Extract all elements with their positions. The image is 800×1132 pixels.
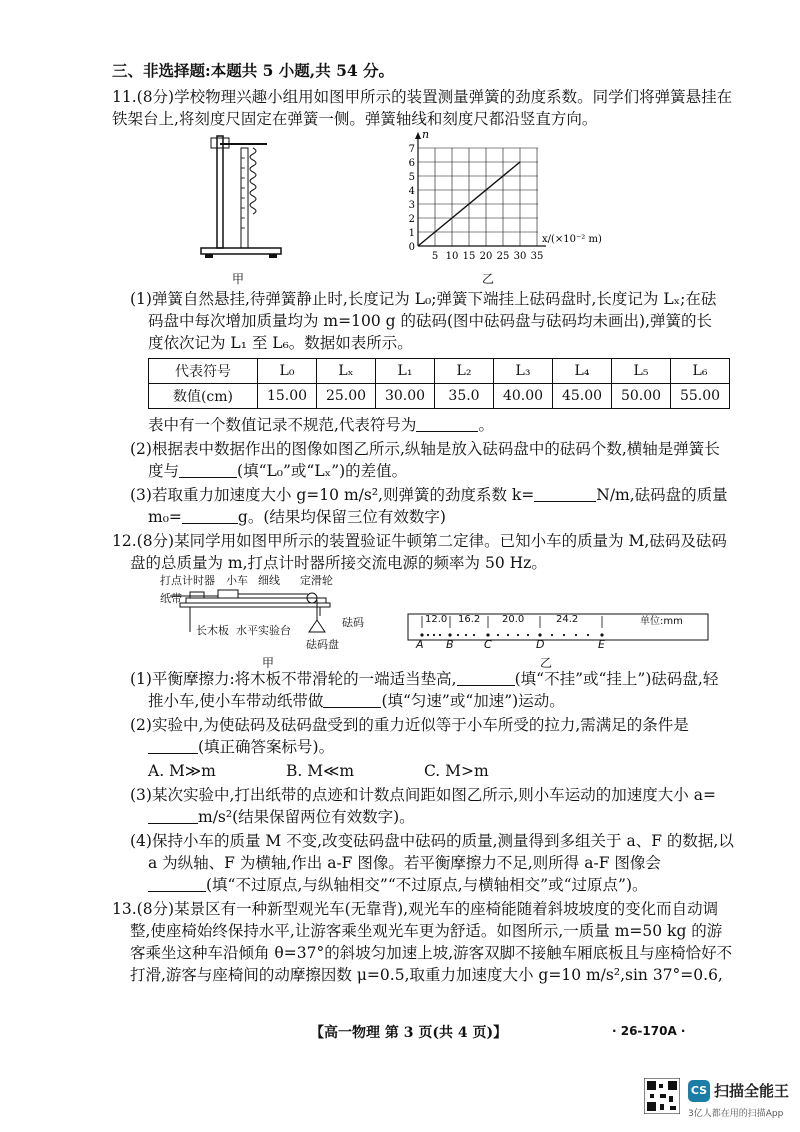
table-cell: 25.00 [317,384,376,409]
q13-line3: 客乘坐这种车沿倾角 θ=37°的斜坡匀加速上坡,游客双脚不接触车厢底板且与座椅恰好不 [130,944,733,962]
x-tick: 20 [479,251,493,262]
text: m/s²(结果保留两位有效数字)。 [198,808,415,826]
q11-p2-line1: (2)根据表中数据作出的图像如图乙所示,纵轴是放入砝码盘中的砝码个数,横轴是弹簧长 [130,440,720,458]
text: 。 [478,416,494,434]
label-table: 水平实验台 [236,624,291,637]
table-cell: 40.00 [494,384,553,409]
tape-point-d: D [536,638,545,651]
answer-blank[interactable] [182,509,238,524]
table-cell: L₅ [612,359,671,384]
table-cell: 45.00 [553,384,612,409]
paper-code: · 26-170A · [612,1024,686,1038]
label-cart: 小车 [226,574,248,587]
answer-blank[interactable] [179,463,237,478]
table-cell: 35.0 [435,384,494,409]
text: (填“L₀”或“Lₓ”)的差值。 [237,462,408,480]
page-footer: 【高一物理 第 3 页(共 4 页)】 [310,1025,508,1041]
q12-p4-line2: a 为纵轴、F 为横轴,作出 a-F 图像。若平衡摩擦力不足,则所得 a-F 图像会 [148,854,661,872]
q11-p1-line1: (1)弹簧自然悬挂,待弹簧静止时,长度记为 L₀;弹簧下端挂上砝码盘时,长度记为 Lₓ;在砝 [130,290,717,308]
text: (填正确答案标号)。 [198,738,335,756]
tape-distance-bc: 16.2 [458,614,481,625]
text: 表中有一个数值记录不规范,代表符号为 [148,416,417,434]
option-c: C. M>m [424,762,489,780]
q12-p2-line2 [148,736,334,758]
q12-p1-line2 [148,690,565,712]
y-tick: 6 [408,158,415,169]
tape-point-c: C [484,638,492,651]
scanner-tagline: 3亿人都在用的扫描App [688,1109,784,1119]
scanner-logo-icon: CS [688,1080,710,1102]
text: (3)若取重力加速度大小 g=10 m/s²,则弹簧的劲度系数 k= [130,486,535,504]
table-cell: Lₓ [317,359,376,384]
text: m₀= [148,508,182,526]
answer-blank[interactable] [148,739,198,754]
tape-distance-de: 24.2 [556,614,579,625]
table-cell: L₆ [671,359,730,384]
q12-p1-line1 [130,668,718,690]
q12-fig-yi-label: 乙 [540,656,553,670]
q11-fig-yi-label: 乙 [482,272,495,286]
tape-distance-cd: 20.0 [502,614,525,625]
q13-line2: 整,使座椅始终保持水平,让游客乘坐观光车更为舒适。如图所示,一质量 m=50 kg 的游 [130,922,723,940]
table-cell: 30.00 [376,384,435,409]
text: (填“不过原点,与纵轴相交”“不过原点,与横轴相交”或“过原点”)。 [206,876,648,894]
label-pan: 砝码盘 [306,638,339,651]
q11-line1: 11.(8分)学校物理兴趣小组用如图甲所示的装置测量弹簧的劲度系数。同学们将弹簧悬挂在 [112,88,733,106]
table-cell: L₁ [376,359,435,384]
label-timer: 打点计时器 [160,574,215,587]
answer-blank[interactable] [323,693,381,708]
table-value-label: 数值(cm) [149,384,258,409]
x-tick: 5 [431,251,439,262]
x-tick: 10 [445,251,459,262]
label-pulley: 定滑轮 [300,574,333,587]
y-tick: 5 [408,172,415,183]
table-cell: 50.00 [612,384,671,409]
x-tick: 35 [530,251,544,262]
tape-point-e: E [598,638,605,651]
label-tape: 纸带 [160,592,182,605]
y-tick: 2 [408,214,415,225]
table-cell: L₂ [435,359,494,384]
table-cell: L₃ [494,359,553,384]
y-tick: 0 [408,242,415,253]
text: N/m,砝码盘的质量 [596,486,728,504]
text: 度与 [148,462,180,480]
table-header-label: 代表符号 [149,359,258,384]
table-row [149,359,730,384]
spring-length-table [148,358,730,409]
q12-line1: 12.(8分)某同学用如图甲所示的装置验证牛顿第二定律。已知小车的质量为 M,砝码及砝码 [112,532,727,550]
label-string: 细线 [258,574,280,587]
q13-line4: 打滑,游客与座椅间的动摩擦因数 μ=0.5,取重力加速度大小 g=10 m/s²,sin 37°=0.6, [130,966,723,984]
q11-p3-line2 [148,506,446,528]
q12-p2-line1: (2)实验中,为使砝码及砝码盘受到的重力近似等于小车所受的拉力,需满足的条件是 [130,716,689,734]
scanner-app-name: 扫描全能王 [714,1082,790,1100]
q12-p3-line2 [148,806,415,828]
y-tick: 4 [408,186,415,197]
x-tick: 25 [496,251,510,262]
cart-icon [218,590,238,598]
q11-fig-jia-label: 甲 [232,272,245,286]
answer-blank[interactable] [416,417,478,432]
timer-icon [190,592,204,598]
x-axis-label: x/(×10⁻² m) [542,234,602,245]
table-cell: L₄ [553,359,612,384]
q13-line1: 13.(8分)某景区有一种新型观光车(无靠背),观光车的座椅能随着斜坡坡度的变化而自动调 [112,900,719,918]
q12-options [148,760,489,782]
q11-p2-line2 [148,460,407,482]
text: (填“匀速”或“加速”)运动。 [381,692,565,710]
section-title: 三、非选择题:本题共 5 小题,共 54 分。 [112,61,395,80]
text: g。(结果均保留三位有效数字) [237,508,446,526]
q11-line2: 铁架台上,将刻度尺固定在弹簧一侧。弹簧轴线和刻度尺都沿竖直方向。 [112,110,598,128]
answer-blank[interactable] [148,809,198,824]
tape-point-a: A [416,638,424,651]
table-cell: 55.00 [671,384,730,409]
text: (1)平衡摩擦力:将木板不带滑轮的一端适当垫高, [130,670,457,688]
qr-code-icon [644,1078,680,1114]
q11-p1-line4 [148,414,494,436]
table-cell: 15.00 [258,384,317,409]
q12-p4-line1: (4)保持小车的质量 M 不变,改变砝码盘中砝码的质量,测量得到多组关于 a、F 的数据,以 [130,832,734,850]
q12-p4-line3 [148,874,648,896]
q12-line2: 盘的总质量为 m,打点计时器所接交流电源的频率为 50 Hz。 [130,554,547,572]
q11-p1-line3: 度依次记为 L₁ 至 L₆。数据如表所示。 [148,334,413,352]
answer-blank[interactable] [148,877,206,892]
text: (填“不挂”或“挂上”)砝码盘,轻 [514,670,719,688]
tape-distance-ab: 12.0 [425,614,448,625]
table-cell: L₀ [258,359,317,384]
q12-fig-jia-label: 甲 [262,656,275,670]
weight-pan-icon [309,620,325,632]
y-axis-label: n [422,128,430,141]
option-a: A. M≫m [148,762,216,780]
n-x-graph [396,128,636,268]
x-tick: 15 [462,251,476,262]
label-weight: 砝码 [342,616,364,629]
table-row [149,384,730,409]
text: 推小车,使小车带动纸带做 [148,692,324,710]
spring-apparatus-figure [195,132,295,267]
y-tick: 1 [408,228,415,239]
option-b: B. M≪m [286,762,355,780]
answer-blank[interactable] [534,487,596,502]
tape-unit: 单位:mm [640,616,683,627]
x-tick: 30 [513,251,527,262]
y-tick: 3 [408,200,415,211]
label-board: 长木板 [196,624,229,637]
q11-p1-line2: 码盘中每次增加质量均为 m=100 g 的砝码(图中砝码盘与砝码均未画出),弹簧的长 [148,312,712,330]
y-tick: 7 [408,144,415,155]
answer-blank[interactable] [457,671,515,686]
q12-p3-line1: (3)某次实验中,打出纸带的点迹和计数点间距如图乙所示,则小车运动的加速度大小 a= [130,786,716,804]
tape-point-b: B [446,638,454,651]
q11-p3-line1 [130,484,728,506]
